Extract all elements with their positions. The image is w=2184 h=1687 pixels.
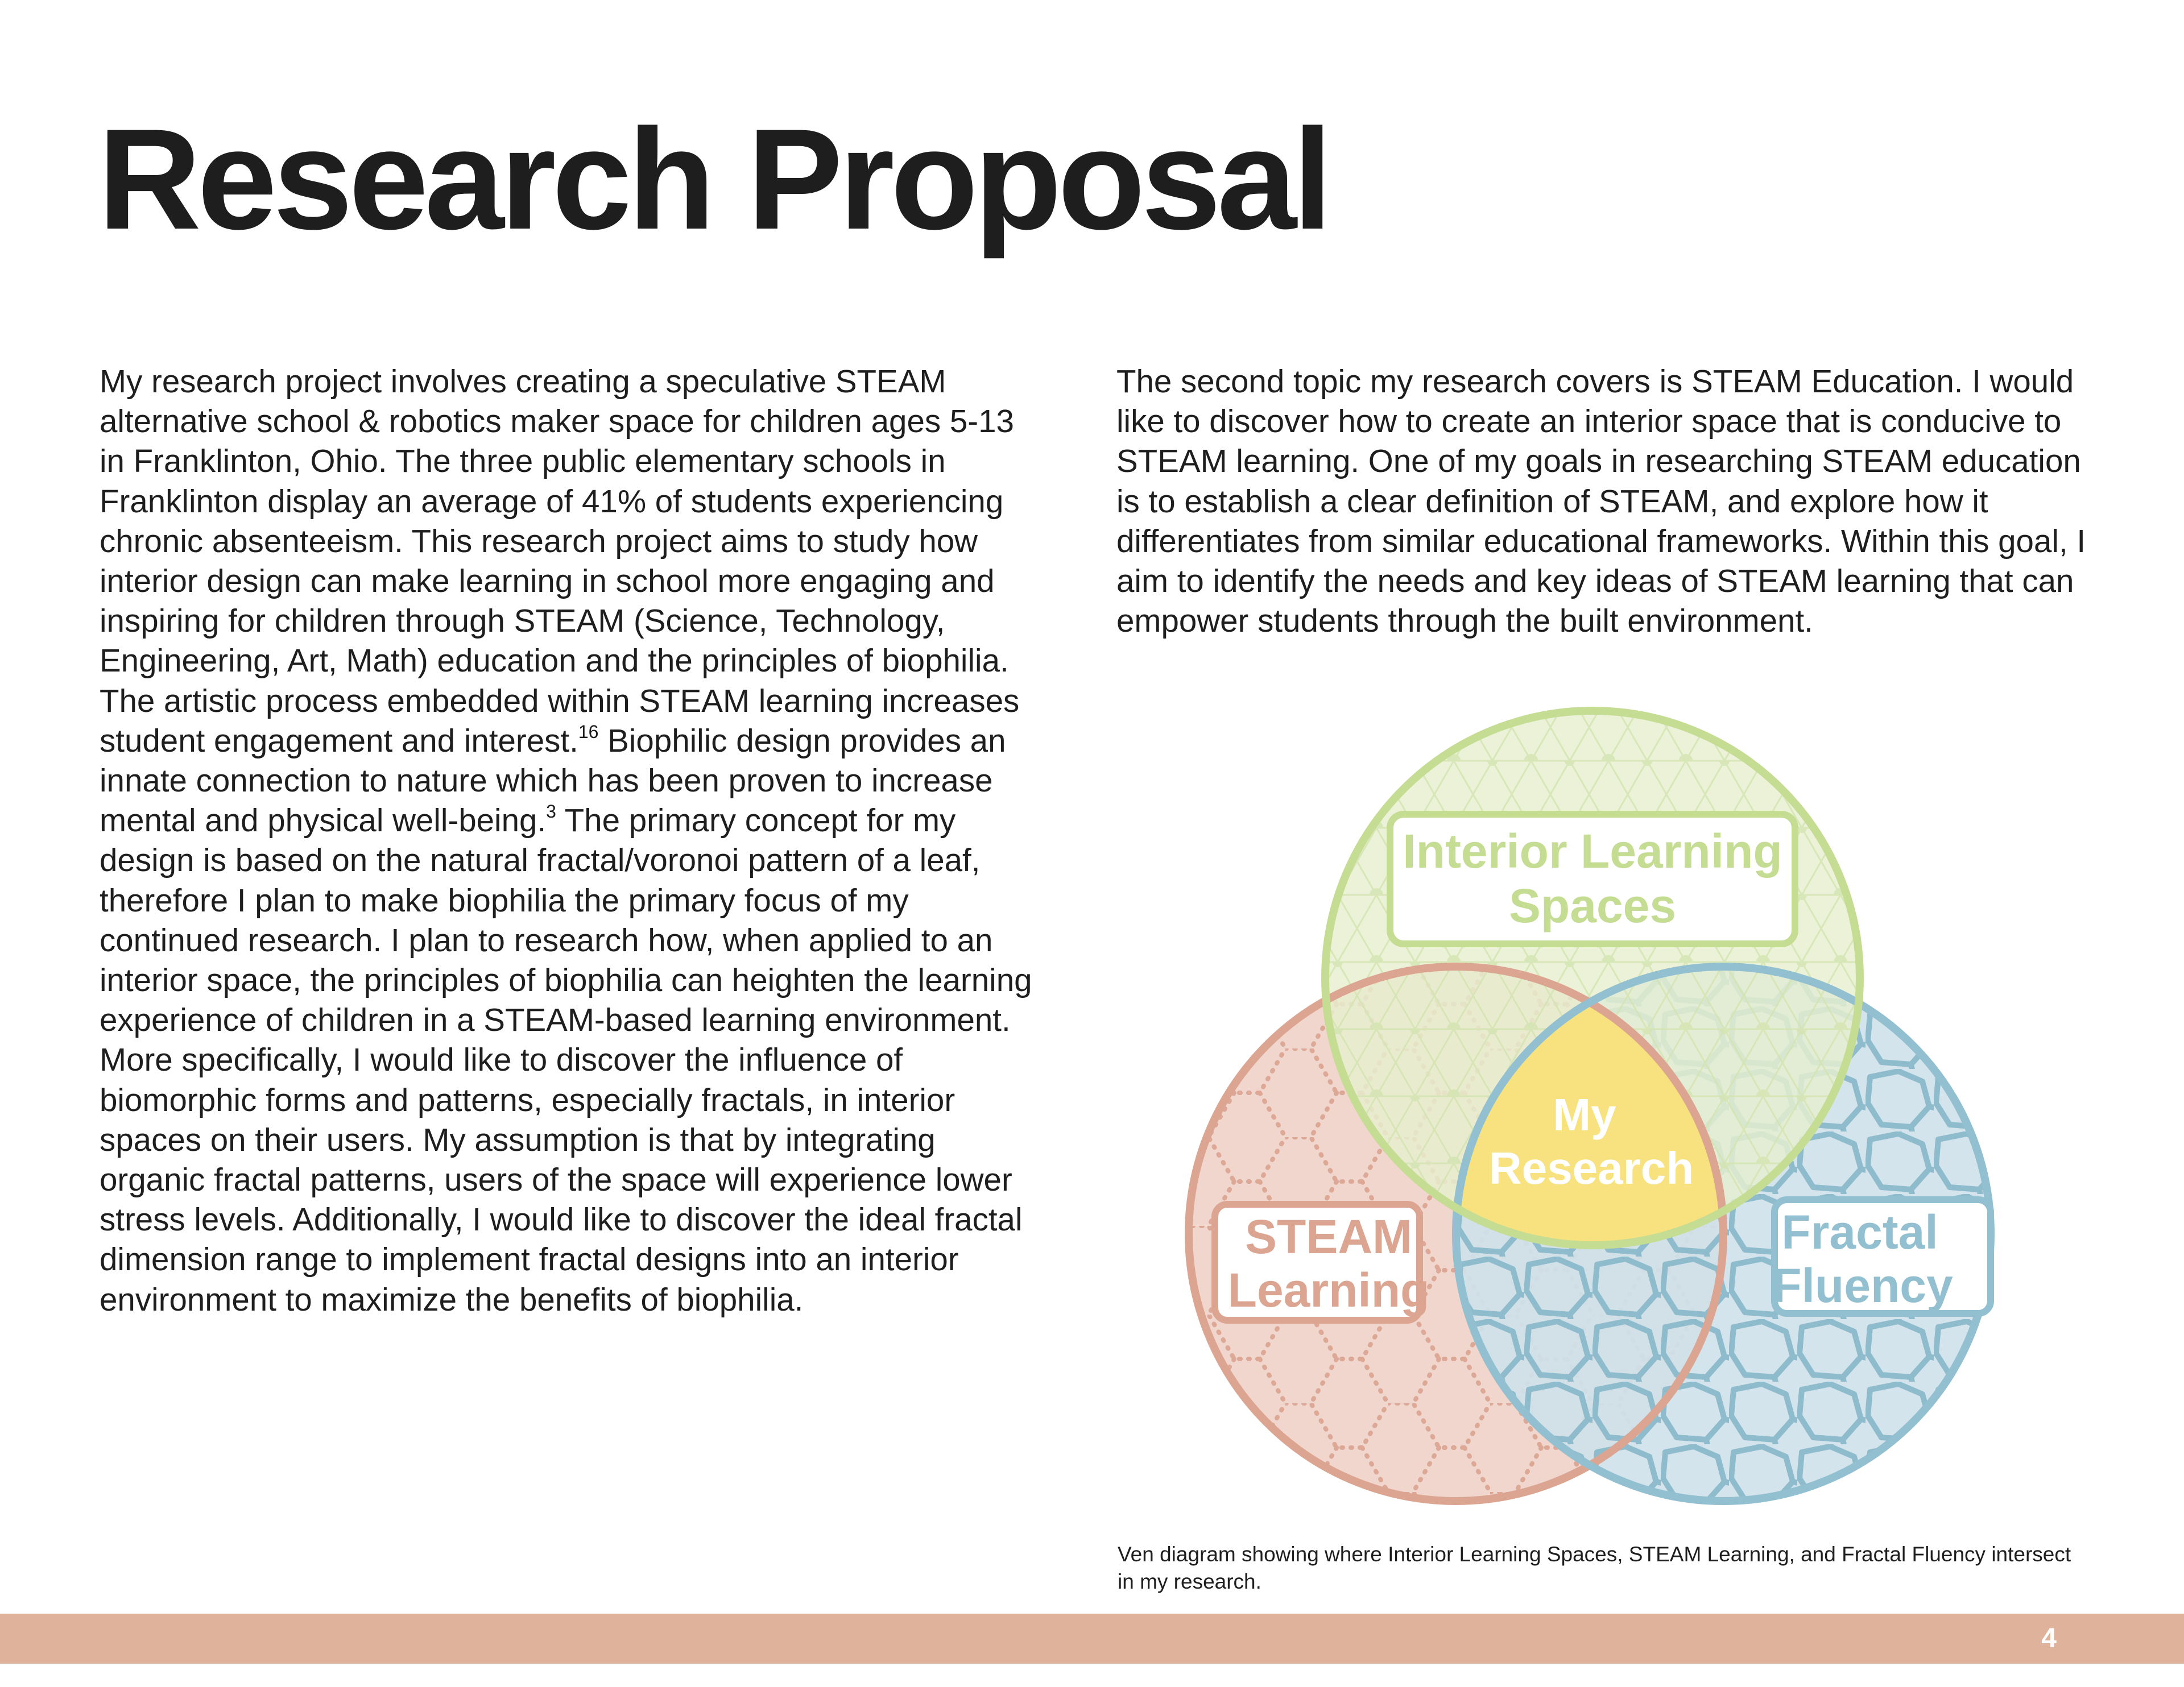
my-research-label-line-2: Research bbox=[1488, 1143, 1694, 1193]
steam-learning-label-line-2: Learning bbox=[1227, 1263, 1430, 1317]
footnote-ref-16: 16 bbox=[578, 721, 599, 742]
right-text-column bbox=[1116, 362, 2106, 641]
fractal-fluency-label-line-1: Fractal bbox=[1781, 1205, 1938, 1259]
page-number: 4 bbox=[2041, 1623, 2057, 1653]
steam-learning-label-line-1: STEAM bbox=[1245, 1210, 1412, 1263]
footnote-ref-3: 3 bbox=[546, 801, 556, 822]
left-paragraph bbox=[100, 362, 1044, 1320]
venn-diagram bbox=[1183, 694, 2002, 1512]
my-research-label-line-1: My bbox=[1553, 1089, 1616, 1140]
interior-learning-label-line-2: Spaces bbox=[1508, 879, 1677, 932]
left-paragraph-part-2: Biophilic design provides an innate connection to nature which has been proven to increase mental and physical well-being. bbox=[100, 722, 1006, 839]
fractal-fluency-label-line-2: Fluency bbox=[1772, 1259, 1953, 1312]
right-paragraph: The second topic my research covers is STEAM Education. I would like to discover how to create an interior space that is conducive to STEAM learning. One of my goals in researching STEAM education is to establish a clear definition of STEAM, and explore how it differentiates from similar educational frameworks. Within this goal, I aim to identify the needs and key ideas of STEAM learning that can empower students through the built environment. bbox=[1116, 363, 2086, 639]
footer-bar bbox=[0, 1614, 2184, 1664]
left-paragraph-part-3: The primary concept for my design is based on the natural fractal/voronoi pattern of a leaf, therefore I plan to make biophilia the primary focus of my continued research. I plan to research how, when applied to an interior space, the principles of biophilia can heighten the learning experience of children in a STEAM-based learning environment. More specifically, I would like to discover the influence of biomorphic forms and patterns, especially fractals, in interior spaces on their users. My assumption is that by integrating organic fractal patterns, users of the space will experience lower stress levels. Additionally, I would like to discover the ideal fractal dimension range to implement fractal designs into an interior environment to maximize the benefits of biophilia. bbox=[100, 802, 1032, 1317]
left-paragraph-part-1: My research project involves creating a speculative STEAM alternative school & robotics maker space for children ages 5-13 in Franklinton, Ohio. The three public elementary schools in Franklinton display an average of 41% of students experiencing chronic absenteeism. This research project aims to study how interior design can make learning in school more engaging and inspiring for children through STEAM (Science, Technology, Engineering, Art, Math) education and the principles of biophilia. The artistic process embedded within STEAM learning increases student engagement and interest. bbox=[100, 363, 1020, 758]
left-text-column bbox=[100, 362, 1044, 1320]
interior-learning-label-line-1: Interior Learning bbox=[1403, 824, 1782, 878]
diagram-caption: Ven diagram showing where Interior Learning Spaces, STEAM Learning, and Fractal Fluency intersect in my research. bbox=[1118, 1543, 2071, 1593]
page-title: Research Proposal bbox=[98, 100, 1329, 259]
